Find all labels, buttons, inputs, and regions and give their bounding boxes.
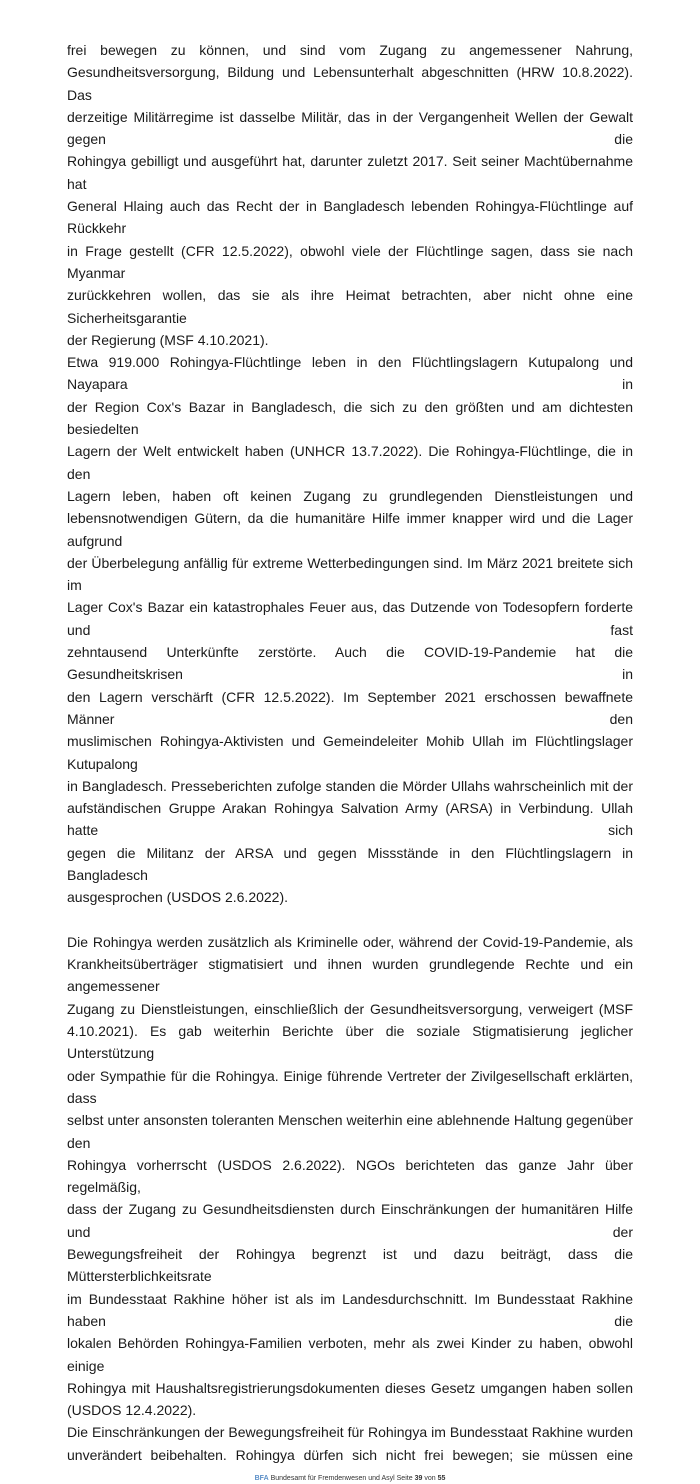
text-line: lokalen Behörden Rohingya-Familien verboten, mehr als zwei Kinder zu haben, obwohl einige <box>67 1335 633 1374</box>
footer-of: von <box>424 1475 436 1482</box>
text-line: Krankheitsüberträger stigmatisiert und ihnen wurden grundlegende Rechte und ein angemessener <box>67 956 633 995</box>
text-line: Lager Cox's Bazar ein katastrophales Feuer aus, das Dutzende von Todesopfern forderte und fast <box>67 599 633 638</box>
footer-page-total: 55 <box>437 1475 446 1482</box>
paragraph <box>67 1421 633 1466</box>
text-line: Die Rohingya werden zusätzlich als Kriminelle oder, während der Covid-19-Pandemie, als <box>67 933 633 950</box>
text-line: der Überbelegung anfällig für extreme Wetterbedingungen sind. Im März 2021 breitete sich im <box>67 554 633 594</box>
text-line: in Bangladesch. Presseberichten zufolge standen die Mörder Ullahs wahrscheinlich mit der <box>67 777 633 794</box>
text-line: aufständischen Gruppe Arakan Rohingya Salvation Army (ARSA) in Verbindung. Ullah hatte sich <box>67 800 633 839</box>
text-line: Lagern der Welt entwickelt haben (UNHCR 13.7.2022). Die Rohingya-Flüchtlinge, die in den <box>67 443 633 482</box>
paragraph <box>67 931 633 1422</box>
text-line: dass der Zugang zu Gesundheitsdiensten durch Einschränkungen der humanitären Hilfe und der <box>67 1201 633 1240</box>
text-line: Die Einschränkungen der Bewegungsfreiheit für Rohingya im Bundesstaat Rakhine wurden <box>67 1424 633 1441</box>
text-line: ausgesprochen (USDOS 2.6.2022). <box>67 889 289 906</box>
text-line: lebensnotwendigen Gütern, da die humanitäre Hilfe immer knapper wird und die Lager aufgrund <box>67 510 633 549</box>
text-line: gegen die Militanz der ARSA und gegen Missstände in den Flüchtlingslagern in Bangladesch <box>67 844 633 883</box>
footer-text: Bundesamt für Fremdenwesen und Asyl Seite <box>270 1475 413 1482</box>
text-line: General Hlaing auch das Recht der in Bangladesch lebenden Rohingya-Flüchtlinge auf Rückkehr <box>67 198 633 237</box>
text-line: Gesundheitsversorgung, Bildung und Lebensunterhalt abgeschnitten (HRW 10.8.2022). Das <box>67 64 633 103</box>
text-line: im Bundesstaat Rakhine höher ist als im Landesdurchschnitt. Im Bundesstaat Rakhine haben die <box>67 1290 633 1329</box>
page-footer <box>0 1474 700 1484</box>
text-line: selbst unter ansonsten toleranten Menschen weiterhin eine ablehnende Haltung gegenüber den <box>67 1112 633 1151</box>
text-line: den Lagern verschärft (CFR 12.5.2022). Im September 2021 erschossen bewaffnete Männer den <box>67 688 633 727</box>
paragraph <box>67 39 633 351</box>
footer-page-number: 39 <box>414 1475 423 1482</box>
text-line: zurückkehren wollen, das sie als ihre Heimat betrachten, aber nicht ohne eine Sicherheitsgarantie <box>67 287 633 326</box>
text-line: Rohingya vorherrscht (USDOS 2.6.2022). NGOs berichteten das ganze Jahr über regelmäßig, <box>67 1156 633 1196</box>
text-line: muslimischen Rohingya-Aktivisten und Gemeindeleiter Mohib Ullah im Flüchtlingslager Kutupalong <box>67 733 633 772</box>
document-body <box>67 39 633 1466</box>
text-line: unverändert beibehalten. Rohingya dürfen sich nicht frei bewegen; sie müssen eine <box>67 1446 633 1463</box>
text-line: Etwa 919.000 Rohingya-Flüchtlinge leben in den Flüchtlingslagern Kutupalong und Nayapara in <box>67 354 633 393</box>
text-line: Rohingya mit Haushaltsregistrierungsdokumenten dieses Gesetz umgangen haben sollen <box>67 1379 633 1396</box>
text-line: derzeitige Militärregime ist dasselbe Militär, das in der Vergangenheit Wellen der Gewalt gegen die <box>67 108 633 148</box>
paragraph-spacer <box>67 909 633 931</box>
text-line: frei bewegen zu können, und sind vom Zugang zu angemessener Nahrung, <box>67 42 633 58</box>
text-line: Lagern leben, haben oft keinen Zugang zu grundlegenden Dienstleistungen und <box>67 487 633 504</box>
text-line: Bewegungsfreiheit der Rohingya begrenzt ist und dazu beiträgt, dass die Müttersterblichkeitsrate <box>67 1246 633 1285</box>
text-line: zehntausend Unterkünfte zerstörte. Auch die COVID-19-Pandemie hat die Gesundheitskrisen in <box>67 644 633 683</box>
text-line: oder Sympathie für die Rohingya. Einige führende Vertreter der Zivilgesellschaft erklärten, dass <box>67 1067 633 1106</box>
footer-brand: BFA <box>254 1475 269 1482</box>
text-line: der Regierung (MSF 4.10.2021). <box>67 331 269 348</box>
text-line: der Region Cox's Bazar in Bangladesch, die sich zu den größten und am dichtesten besiedelten <box>67 398 633 438</box>
text-line: 4.10.2021). Es gab weiterhin Berichte über die soziale Stigmatisierung jeglicher Unterstützung <box>67 1023 633 1062</box>
text-line: Zugang zu Dienstleistungen, einschließlich der Gesundheitsversorgung, verweigert (MSF <box>67 1000 633 1017</box>
text-line: Rohingya gebilligt und ausgeführt hat, darunter zuletzt 2017. Seit seiner Machtübernahme hat <box>67 153 633 192</box>
paragraph <box>67 351 633 908</box>
text-line: in Frage gestellt (CFR 12.5.2022), obwohl viele der Flüchtlinge sagen, dass sie nach Myanmar <box>67 242 633 281</box>
text-line: (USDOS 12.4.2022). <box>67 1402 197 1419</box>
